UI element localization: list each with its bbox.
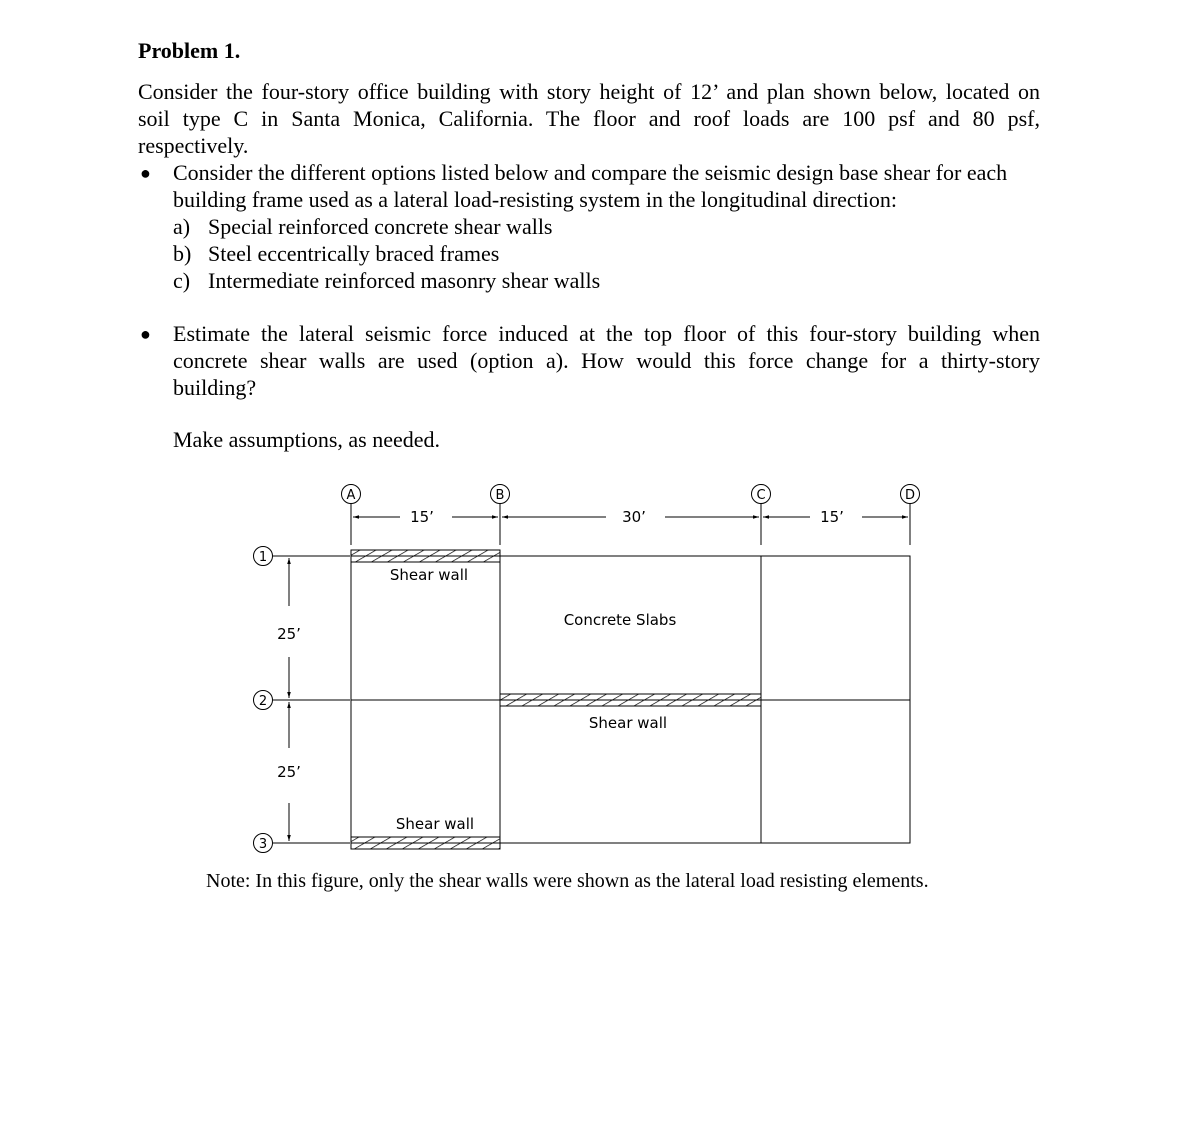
label-concrete-slabs: Concrete Slabs (563, 611, 677, 629)
option-text: Special reinforced concrete shear walls (208, 214, 553, 239)
label-shear-wall-top: Shear wall (389, 566, 469, 584)
dim-label-12: 25’ (277, 625, 301, 643)
bullet-2-line: Estimate the lateral seismic force induced at the top floor of this four-story building when (173, 321, 1040, 346)
bullet-2-line: concrete shear walls are used (option a). How would this force change for a thirty-story (173, 348, 1040, 373)
option-text: Steel eccentrically braced frames (208, 241, 500, 266)
grid-label-a: A (346, 488, 356, 503)
assumptions-note: Make assumptions, as needed. (173, 427, 440, 452)
shear-wall-bottom (351, 837, 500, 849)
intro-line: respectively. (138, 133, 249, 158)
grid-label-c: C (756, 488, 766, 503)
grid-label-3: 3 (258, 837, 268, 852)
dim-label-ab: 15’ (410, 508, 434, 526)
grid-label-b: B (495, 488, 505, 503)
label-shear-wall-middle: Shear wall (588, 714, 668, 732)
shear-wall-middle (500, 694, 761, 706)
dim-label-bc: 30’ (622, 508, 646, 526)
bullet-icon: ● (140, 324, 151, 344)
problem-title: Problem 1. (138, 38, 241, 63)
intro-line: Consider the four-story office building with story height of 12’ and plan shown below, located on (138, 79, 1040, 104)
intro-line: soil type C in Santa Monica, California. The floor and roof loads are 100 psf and 80 psf, (138, 106, 1040, 131)
bullet-2-line: building? (173, 375, 257, 400)
grid-label-1: 1 (258, 550, 268, 565)
dim-label-cd: 15’ (820, 508, 844, 526)
figure-note: Note: In this figure, only the shear walls were shown as the lateral load resisting elements. (206, 870, 929, 892)
grid-label-2: 2 (258, 694, 268, 709)
grid-bubble-d (901, 485, 920, 504)
option-label: b) (173, 241, 192, 266)
grid-bubble-b (491, 485, 510, 504)
bullet-1-line: Consider the different options listed below and compare the seismic design base shear for each (173, 160, 1008, 185)
grid-bubble-3 (254, 834, 273, 853)
grid-bubble-a (342, 485, 361, 504)
option-label: a) (173, 214, 191, 239)
option-label: c) (173, 268, 191, 293)
grid-label-d: D (904, 488, 916, 503)
grid-bubble-2 (254, 691, 273, 710)
shear-wall-top (351, 550, 500, 562)
grid-bubble-c (752, 485, 771, 504)
option-text: Intermediate reinforced masonry shear walls (208, 268, 601, 293)
bullet-1-line: building frame used as a lateral load-resisting system in the longitudinal direction: (173, 187, 897, 212)
label-shear-wall-bottom: Shear wall (395, 815, 475, 833)
bullet-icon: ● (140, 163, 151, 183)
dim-label-23: 25’ (277, 763, 301, 781)
grid-bubble-1 (254, 547, 273, 566)
